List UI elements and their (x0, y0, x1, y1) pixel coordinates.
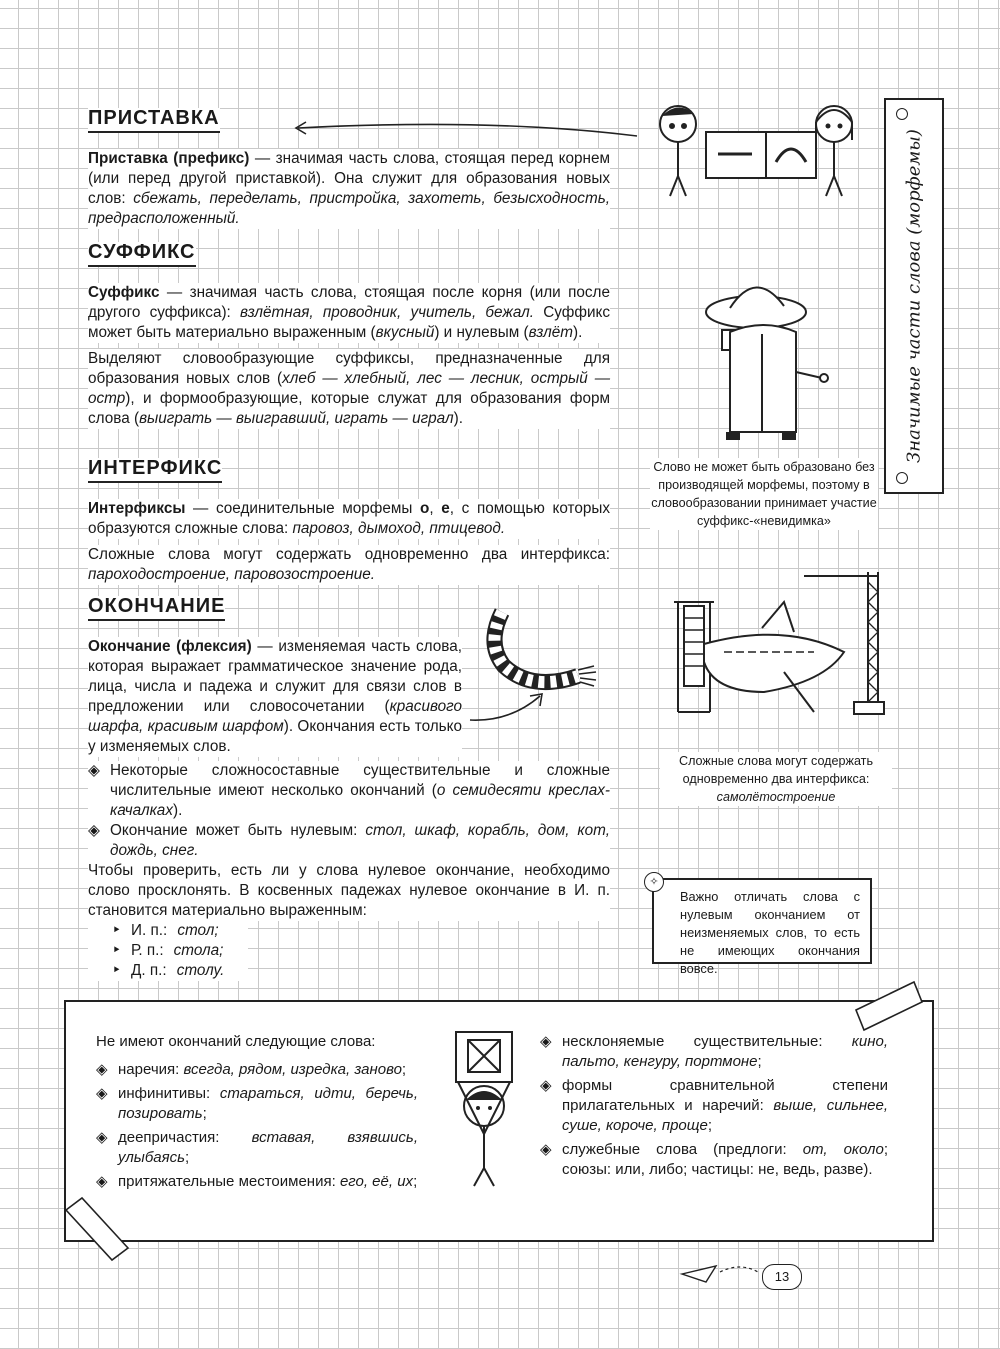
box-item-end: ; (757, 1053, 762, 1070)
interfix-text-2: , с помощью которых образуются сложные слова: (88, 500, 610, 537)
suffix-example-3: взлёт (528, 324, 573, 341)
diamond-bullet-icon: ◈ (540, 1033, 552, 1050)
box-item-end: ; (707, 1117, 713, 1134)
box-item-examples: стараться, идти, беречь, позировать (118, 1085, 418, 1122)
suffix-text: — значимая часть слова, стоящая после корня (или после другого суффикса): (88, 284, 610, 321)
box-item-label: деепричастия: (118, 1129, 252, 1146)
box-list-item (96, 1084, 418, 1128)
box-item-end: ; союзы: или, либо; частицы: не, ведь, разве). (562, 1141, 889, 1178)
case-row (112, 921, 248, 941)
suffix-examples: взлётная, проводник, учитель, бежал. (240, 304, 535, 321)
case-row (112, 961, 248, 981)
suffix-text-2: Суффикс может быть материально выраженным ( (88, 304, 611, 341)
interfix-paragraph-2 (88, 545, 610, 585)
interfix-examples: паровоз, дымоход, птицевод. (292, 520, 506, 537)
ending-b2-example: стол, шкаф, корабль, дом, кот, дождь, снег. (110, 822, 610, 859)
suffix-heading: СУФФИКС (88, 242, 196, 267)
box-item-examples: от, около (802, 1141, 884, 1158)
suffix-paragraph-2 (88, 349, 610, 429)
box-item-end: ; (185, 1149, 190, 1166)
no-ending-words-box (64, 1000, 934, 1242)
ending-b1-text: Некоторые сложносоставные существительные и сложные числительные имеют несколько окончаний ( (110, 762, 610, 799)
ending-b1-end: ). (172, 802, 183, 819)
tape-strip-icon (854, 980, 924, 1040)
box-item-label: инфинитивы: (118, 1085, 220, 1102)
ending-b1-example: о семидесяти креслах-качалках (110, 782, 610, 819)
plane-caption-word: самолётостроение (716, 790, 836, 804)
girl-with-sign-illustration (448, 1028, 528, 1188)
interfix-o: о (420, 500, 430, 517)
interfix-e: е (441, 500, 450, 517)
suffix-text-3: ) и нулевым ( (434, 324, 529, 341)
suffix-paragraph (88, 283, 610, 343)
prefix-text: — значимая часть слова, стоящая перед корнем (или перед другой приставкой). Она служит для образования новых слов: (88, 150, 610, 207)
interfix-p2-examples: пароходостроение, паровозостроение. (88, 566, 376, 583)
hat-caption: Слово не может быть образовано без производящей морфемы, поэтому в словообразовании принимает участие суффикс-«невидимка» (651, 460, 877, 528)
diamond-bullet-icon: ◈ (540, 1141, 552, 1158)
interfix-paragraph: Интерфиксы — соединительные морфемы о, е, с помощью которых образуются сложные слова: паровоз, дымоход, птицевод. (88, 500, 610, 537)
suffix-p2-ex1: хлеб — хлебный, лес — лесник, острый — остр (88, 370, 610, 407)
triangle-bullet-icon: ‣ (112, 942, 122, 959)
triangle-bullet-icon: ‣ (112, 962, 122, 979)
suffix-term: Суффикс (88, 284, 160, 301)
case-word: стола; (173, 942, 224, 959)
box-item-end: ; (401, 1061, 407, 1078)
page-number: 13 (762, 1264, 802, 1290)
circle-marker-icon (896, 108, 908, 120)
sidebar-tab (884, 98, 944, 494)
case-word: столу. (176, 962, 225, 979)
diamond-bullet-icon: ◈ (540, 1077, 552, 1094)
box-list-item (96, 1060, 418, 1084)
box-list-item (540, 1140, 888, 1184)
case-name: Р. п.: (131, 942, 164, 959)
curved-arrow-icon (466, 690, 550, 726)
prefix-examples: сбежать, переделать, пристройка, захотеть, безысходность, предрасположенный. (88, 190, 610, 227)
ending-b2-text: Окончание может быть нулевым: (110, 822, 366, 839)
diamond-bullet-icon: ◈ (88, 762, 100, 779)
suffix-p2-text3: ). (453, 410, 463, 427)
hat-person-illustration (700, 272, 840, 444)
ending-bullet-2 (88, 821, 610, 861)
arrow-left-icon (292, 118, 642, 138)
suffix-section (88, 242, 610, 429)
diamond-bullet-icon: ◈ (96, 1085, 108, 1102)
paper-plane-icon (680, 1262, 760, 1286)
case-name: И. п.: (131, 922, 168, 939)
box-list-item (96, 1172, 418, 1196)
box-item-label: притяжательные местоимения: (118, 1173, 340, 1190)
case-row (112, 941, 248, 961)
box-item-examples: его, её, их (339, 1173, 414, 1190)
box-item-examples: выше, сильнее, суше, короче, проще (562, 1097, 888, 1134)
interfix-term: Интерфиксы (88, 500, 186, 517)
interfix-section (88, 458, 610, 585)
box-list-item (540, 1032, 888, 1076)
plane-construction-illustration (664, 562, 884, 722)
box-item-label: наречия: (118, 1061, 184, 1078)
prefix-heading: ПРИСТАВКА (88, 108, 220, 133)
suffix-p2-ex2: выиграть — выигравший, играть — играл (139, 410, 454, 427)
plane-caption (660, 752, 892, 806)
box-left-column (96, 1032, 418, 1196)
tape-strip-icon (62, 1196, 132, 1266)
diamond-bullet-icon: ◈ (88, 822, 100, 839)
box-item-label: формы сравнительной степени прилагательных и наречий: (562, 1077, 888, 1114)
prefix-term: Приставка (префикс) (88, 150, 250, 167)
box-item-examples: всегда, рядом, изредка, заново (183, 1061, 402, 1078)
ending-term: Окончание (флексия) (88, 638, 252, 655)
triangle-bullet-icon: ‣ (112, 922, 122, 939)
note-text: Важно отличать слова с нулевым окончанием от неизменяемых слов, то есть не имеющих окончания вовсе. (680, 889, 860, 976)
interfix-p2-text: Сложные слова могут содержать одновременно два интерфикса: (88, 546, 610, 563)
ending-examples: красивого шарфа, красивым шарфом (88, 698, 462, 735)
ending-heading: ОКОНЧАНИЕ (88, 596, 225, 621)
diamond-bullet-icon: ◈ (96, 1129, 108, 1146)
box-item-examples: вставая, взявшись, улыбаясь (118, 1129, 418, 1166)
box-item-end: ; (202, 1105, 207, 1122)
suffix-p2-text2: ), и формообразующие, которые служат для образования форм слова ( (88, 390, 610, 427)
case-list (88, 921, 248, 981)
kids-puzzle-illustration (648, 96, 858, 200)
ending-text-2: ). Окончания есть только у изменяемых слов. (88, 718, 463, 755)
circle-marker-icon (896, 472, 908, 484)
note-box (649, 876, 872, 976)
plane-caption-text: Сложные слова могут содержать одновременно два интерфикса: (678, 754, 874, 786)
sidebar-label: Значимые части слова (морфемы) (903, 129, 925, 463)
box-list-item (540, 1076, 888, 1140)
suffix-text-4: ). (572, 324, 583, 341)
scarf-illustration (482, 604, 600, 700)
ending-paragraph (88, 637, 462, 757)
interfix-heading: ИНТЕРФИКС (88, 458, 222, 483)
lightbulb-icon: ✧ (644, 872, 664, 892)
diamond-bullet-icon: ◈ (96, 1173, 108, 1190)
box-intro: Не имеют окончаний следующие слова: (96, 1033, 376, 1050)
interfix-text: — соединительные морфемы (185, 500, 421, 517)
box-right-column (540, 1032, 888, 1184)
box-item-label: несклоняемые существительные: (562, 1033, 852, 1050)
suffix-example-2: вкусный (375, 324, 435, 341)
prefix-paragraph (88, 149, 610, 229)
box-list-item (96, 1128, 418, 1172)
box-item-examples: кино, пальто, кенгуру, портмоне (562, 1033, 888, 1070)
ending-paragraph-2: Чтобы проверить, есть ли у слова нулевое окончание, необходимо слово просклонять. В косвенных падежах нулевое окончание в И. п. становится материально выраженным: (88, 862, 610, 919)
diamond-bullet-icon: ◈ (96, 1061, 108, 1078)
ending-text: — изменяемая часть слова, которая выражает грамматическое значение рода, лица, числа и падежа и служит для связи слов в предложении или словосочетании ( (88, 638, 462, 715)
box-item-label: служебные слова (предлоги: (562, 1141, 803, 1158)
case-name: Д. п.: (131, 962, 167, 979)
suffix-p2-text: Выделяют словообразующие суффиксы, предназначенные для образования новых слов ( (88, 350, 610, 387)
box-item-end: ; (413, 1173, 418, 1190)
ending-bullet-1 (88, 761, 610, 821)
case-word: стол; (177, 922, 219, 939)
